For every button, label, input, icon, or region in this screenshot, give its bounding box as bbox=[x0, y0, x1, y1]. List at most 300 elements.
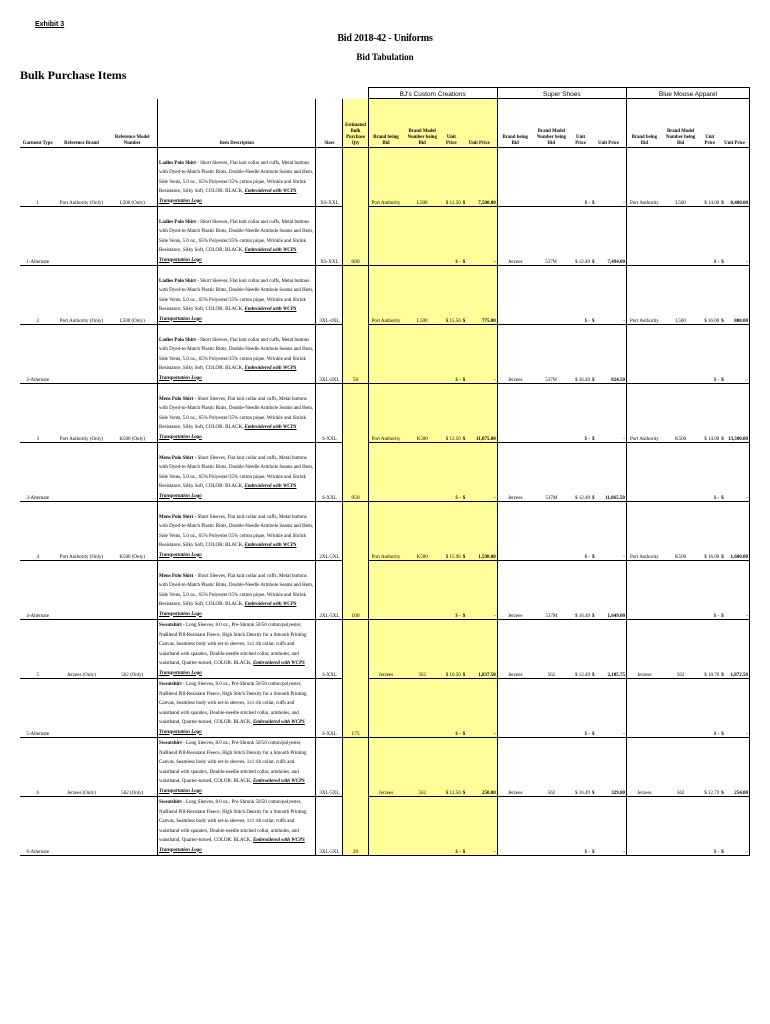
total-value: 1,872.50 bbox=[730, 673, 748, 678]
item-name: Ladies Polo Shirt bbox=[159, 337, 196, 343]
ss-brand-cell: Jerzees bbox=[497, 325, 532, 384]
col-bj-unit: Unit Price bbox=[441, 99, 462, 148]
total-value: 11,875.00 bbox=[476, 437, 496, 442]
ss-unit-price-cell: $ 12.49 bbox=[570, 443, 591, 502]
reference-brand-cell bbox=[55, 207, 107, 266]
dollar-sign: $ bbox=[591, 437, 595, 442]
bj-model-cell bbox=[403, 679, 441, 738]
bj-brand-cell: Port Authority bbox=[368, 266, 403, 325]
bj-model-cell: L500 bbox=[403, 148, 441, 207]
total-value: - bbox=[623, 437, 625, 442]
total-value: - bbox=[494, 260, 496, 265]
garment-type-cell: 2 bbox=[20, 266, 55, 325]
ss-unit-price-cell: $ 12.49 bbox=[570, 620, 591, 679]
bm-unit-price-cell: $ 12.70 bbox=[699, 738, 720, 797]
bj-total-cell bbox=[462, 325, 497, 384]
table-row bbox=[20, 384, 750, 443]
ss-brand-cell bbox=[497, 384, 532, 443]
bj-unit-price-cell: $ 15.98 bbox=[441, 502, 462, 561]
total-value: 824.50 bbox=[611, 378, 625, 383]
bm-model-cell bbox=[662, 797, 700, 856]
item-name: Mens Polo Shirt bbox=[159, 514, 194, 520]
dollar-sign: $ bbox=[462, 201, 466, 206]
garment-type-cell: 5-Alternate bbox=[20, 679, 55, 738]
bm-brand-cell: Jerzees bbox=[626, 738, 661, 797]
table-row bbox=[20, 502, 750, 561]
bm-total-cell bbox=[720, 207, 749, 266]
total-value: - bbox=[746, 378, 748, 383]
bj-total-cell bbox=[462, 266, 497, 325]
item-logo-note: Embroidered with WCPS Transportation Logo bbox=[159, 661, 305, 676]
ss-brand-cell: Jerzees bbox=[497, 207, 532, 266]
bj-model-cell: 562 bbox=[403, 620, 441, 679]
bj-unit-price-cell: $ - bbox=[441, 679, 462, 738]
item-spec-text: - Short Sleeves, Flat knit collar and cuffs, Metal buttons with Dyed-to-Match Plastic Rims, Double-Needle Armhole Seams and Hem, Side Vents, 5.0 oz., 65% Polyester/35% cotton pique, Wrinkle and Shrink Resistance, Silky Soft, COLOR: BLACK, bbox=[159, 337, 314, 371]
item-spec-text: - Short Sleeves, Flat knit collar and cuffs, Metal buttons with Dyed-to-Match Plastic Rims, Double-Needle Armhole Seams and Hem, Side Vents, 5.0 oz., 65% Polyester/35% cotton pique, Wrinkle and Shrink Resistance, Silky Soft, COLOR: BLACK, bbox=[159, 219, 314, 253]
item-description-cell bbox=[158, 384, 316, 443]
item-description-cell bbox=[158, 148, 316, 207]
total-value: 8,400.00 bbox=[730, 201, 748, 206]
bm-total-cell bbox=[720, 561, 749, 620]
sizes-cell: 2XL-5XL bbox=[316, 502, 343, 561]
table-body bbox=[20, 148, 750, 856]
bm-total-cell bbox=[720, 738, 749, 797]
garment-type-cell: 6 bbox=[20, 738, 55, 797]
bj-unit-price-cell: $ 15.50 bbox=[441, 266, 462, 325]
ss-total-cell bbox=[591, 502, 626, 561]
reference-model-cell: K500 (Only) bbox=[108, 502, 158, 561]
ss-model-cell bbox=[533, 679, 571, 738]
ss-model-cell bbox=[533, 384, 571, 443]
item-spec-text: - Long Sleeves, 8.0 oz., Pre-Shrunk 50/50 cotton/polyester, NuBlend Pill-Resistant Fleece, High Stitch Density for a Smooth Printing Canvas, Seamless body with set-in sleeves, 1x1 rib collar, cuffs and waistband with spandex, Double-needle stitched collar, armholes, and waistband, Quarter-turned, COLOR: BLACK, bbox=[159, 741, 307, 784]
sizes-cell: S-XXL bbox=[316, 620, 343, 679]
dollar-sign: $ bbox=[462, 319, 466, 324]
item-spec-text: - Short Sleeves, Flat knit collar and cuffs, Metal buttons with Dyed-to-Match Plastic Rims, Double-Needle Armhole Seams and Hem, Side Vents, 5.0 oz., 65% Polyester/35% cotton pique, Wrinkle and Shrink Resistance, Silky Soft, COLOR: BLACK, bbox=[159, 455, 314, 489]
total-value: 254.00 bbox=[734, 791, 748, 796]
bj-total-cell bbox=[462, 443, 497, 502]
col-ss-total: Unit Price bbox=[591, 99, 626, 148]
bj-unit-price-cell: $ - bbox=[441, 561, 462, 620]
bj-model-cell: K500 bbox=[403, 502, 441, 561]
bm-total-cell bbox=[720, 384, 749, 443]
total-value: 1,837.50 bbox=[478, 673, 496, 678]
ss-unit-price-cell: $ - bbox=[570, 797, 591, 856]
ss-brand-cell: Jerzees bbox=[497, 620, 532, 679]
table-row bbox=[20, 207, 750, 266]
garment-type-cell: 1-Alternate bbox=[20, 207, 55, 266]
bj-brand-cell: Port Authority bbox=[368, 148, 403, 207]
ss-total-cell bbox=[591, 325, 626, 384]
item-name: Mens Polo Shirt bbox=[159, 573, 194, 579]
dollar-sign: $ bbox=[591, 260, 595, 265]
ss-brand-cell bbox=[497, 797, 532, 856]
vendor-bjs: BJ's Custom Creations bbox=[368, 88, 497, 99]
dollar-sign: $ bbox=[591, 850, 595, 855]
total-value: 13,300.00 bbox=[728, 437, 748, 442]
bj-model-cell bbox=[403, 325, 441, 384]
item-logo-note: Embroidered with WCPS Transportation Logo bbox=[159, 425, 297, 440]
bm-model-cell bbox=[662, 561, 700, 620]
estimated-qty-cell: 950 bbox=[343, 384, 368, 502]
reference-brand-cell bbox=[55, 325, 107, 384]
total-value: - bbox=[623, 319, 625, 324]
dollar-sign: $ bbox=[462, 614, 466, 619]
dollar-sign: $ bbox=[591, 319, 595, 324]
table-row bbox=[20, 561, 750, 620]
total-value: - bbox=[746, 496, 748, 501]
ss-unit-price-cell: $ - bbox=[570, 502, 591, 561]
bm-total-cell bbox=[720, 325, 749, 384]
dollar-sign: $ bbox=[462, 791, 466, 796]
item-logo-note: Embroidered with WCPS Transportation Logo bbox=[159, 307, 297, 322]
item-name: Sweatshirt bbox=[159, 800, 182, 805]
dollar-sign: $ bbox=[591, 732, 595, 737]
item-spec-text: - Long Sleeves, 8.0 oz., Pre-Shrunk 50/50 cotton/polyester, NuBlend Pill-Resistant Fleece, High Stitch Density for a Smooth Printing Canvas, Seamless body with set-in sleeves, 1x1 rib collar, cuffs and waistband with spandex, Double-needle stitched collar, armholes, and waistband, Quarter-turned, COLOR: BLACK, bbox=[159, 800, 307, 843]
dollar-sign: $ bbox=[721, 614, 724, 619]
bj-brand-cell: Jerzees bbox=[368, 620, 403, 679]
exhibit-label: Exhibit 3 bbox=[35, 21, 65, 28]
reference-brand-cell: Port Authority (Only) bbox=[55, 502, 107, 561]
ss-model-cell: 537W bbox=[533, 207, 571, 266]
bj-unit-price-cell: $ 12.50 bbox=[441, 384, 462, 443]
ss-total-cell bbox=[591, 738, 626, 797]
sizes-cell: 2XL-5XL bbox=[316, 561, 343, 620]
total-value: 1,600.00 bbox=[730, 555, 748, 560]
col-bm-brand: Brand being Bid bbox=[626, 99, 661, 148]
ss-total-cell bbox=[591, 207, 626, 266]
reference-model-cell: K500 (Only) bbox=[108, 384, 158, 443]
bj-brand-cell bbox=[368, 207, 403, 266]
ss-model-cell: 562 bbox=[533, 738, 571, 797]
total-value: - bbox=[623, 555, 625, 560]
bj-unit-price-cell: $ 12.50 bbox=[441, 738, 462, 797]
col-bj-brand: Brand being Bid bbox=[368, 99, 403, 148]
reference-brand-cell: Port Authority (Only) bbox=[55, 266, 107, 325]
item-name: Ladies Polo Shirt bbox=[159, 160, 196, 166]
item-logo-note: Embroidered with WCPS Transportation Logo bbox=[159, 248, 297, 263]
bj-unit-price-cell: $ - bbox=[441, 325, 462, 384]
sizes-cell: 3XL-5XL bbox=[316, 797, 343, 856]
bm-model-cell: L500 bbox=[662, 266, 700, 325]
ss-total-cell bbox=[591, 384, 626, 443]
total-value: - bbox=[746, 614, 748, 619]
total-value: - bbox=[494, 732, 496, 737]
dollar-sign: $ bbox=[591, 791, 595, 796]
item-name: Sweatshirt bbox=[159, 682, 182, 687]
reference-brand-cell: Jerzees (Only) bbox=[55, 620, 107, 679]
reference-model-cell bbox=[108, 679, 158, 738]
reference-brand-cell: Port Authority (Only) bbox=[55, 384, 107, 443]
bm-model-cell: L500 bbox=[662, 148, 700, 207]
item-name: Mens Polo Shirt bbox=[159, 396, 194, 402]
dollar-sign: $ bbox=[462, 555, 466, 560]
bj-unit-price-cell: $ - bbox=[441, 207, 462, 266]
reference-model-cell: 562 (Only) bbox=[108, 620, 158, 679]
ss-unit-price-cell: $ 16.49 bbox=[570, 561, 591, 620]
ss-brand-cell bbox=[497, 502, 532, 561]
bm-total-cell bbox=[720, 266, 749, 325]
estimated-qty-cell: 50 bbox=[343, 266, 368, 384]
ss-brand-cell bbox=[497, 266, 532, 325]
item-description-cell bbox=[158, 620, 316, 679]
total-value: 250.00 bbox=[481, 791, 496, 796]
bm-brand-cell: Port Authority bbox=[626, 148, 661, 207]
ss-unit-price-cell: $ - bbox=[570, 384, 591, 443]
bm-model-cell: 562 bbox=[662, 620, 700, 679]
bj-total-cell bbox=[462, 148, 497, 207]
bm-unit-price-cell: $ 14.00 bbox=[699, 148, 720, 207]
bm-model-cell: K500 bbox=[662, 502, 700, 561]
item-name: Mens Polo Shirt bbox=[159, 455, 194, 461]
ss-unit-price-cell: $ - bbox=[570, 148, 591, 207]
reference-model-cell bbox=[108, 797, 158, 856]
vendor-super-shoes: Super Shoes bbox=[497, 88, 626, 99]
dollar-sign: $ bbox=[721, 732, 724, 737]
bm-brand-cell: Jerzees bbox=[626, 620, 661, 679]
bm-unit-price-cell: $ - bbox=[699, 797, 720, 856]
bj-model-cell: 562 bbox=[403, 738, 441, 797]
table-row bbox=[20, 797, 750, 856]
col-item-description: Item Description bbox=[158, 99, 316, 148]
reference-model-cell bbox=[108, 325, 158, 384]
reference-brand-cell bbox=[55, 561, 107, 620]
col-reference-brand: Reference Brand bbox=[55, 99, 107, 148]
ss-brand-cell: Jerzees bbox=[497, 738, 532, 797]
bm-model-cell: K500 bbox=[662, 384, 700, 443]
total-value: 1,598.00 bbox=[478, 555, 496, 560]
table-row bbox=[20, 325, 750, 384]
sizes-cell: 3XL-4XL bbox=[316, 325, 343, 384]
item-description-cell bbox=[158, 561, 316, 620]
ss-model-cell: 537M bbox=[533, 561, 571, 620]
bj-brand-cell: Jerzees bbox=[368, 738, 403, 797]
item-logo-note: Embroidered with WCPS Transportation Logo bbox=[159, 484, 297, 499]
table-row bbox=[20, 679, 750, 738]
bid-tabulation-table bbox=[20, 87, 750, 856]
ss-brand-cell bbox=[497, 679, 532, 738]
ss-total-cell bbox=[591, 561, 626, 620]
estimated-qty-cell: 175 bbox=[343, 620, 368, 738]
total-value: - bbox=[494, 496, 496, 501]
vendor-blue-moose: Blue Moose Apparel bbox=[626, 88, 749, 99]
estimated-qty-cell: 20 bbox=[343, 738, 368, 856]
bm-unit-price-cell: $ - bbox=[699, 561, 720, 620]
bj-total-cell bbox=[462, 384, 497, 443]
col-bj-model: Brand Model Number being Bid bbox=[403, 99, 441, 148]
bj-model-cell bbox=[403, 207, 441, 266]
item-logo-note: Embroidered with WCPS Transportation Logo bbox=[159, 720, 305, 735]
reference-brand-cell: Jerzees (Only) bbox=[55, 738, 107, 797]
bj-brand-cell: Port Authority bbox=[368, 502, 403, 561]
reference-brand-cell bbox=[55, 797, 107, 856]
col-sizes: Sizes bbox=[316, 99, 343, 148]
ss-model-cell: 537W bbox=[533, 325, 571, 384]
ss-model-cell bbox=[533, 148, 571, 207]
section-title: Bulk Purchase Items bbox=[20, 68, 127, 82]
total-value: 7,500.00 bbox=[478, 201, 496, 206]
total-value: 11,865.50 bbox=[605, 496, 625, 501]
bm-model-cell bbox=[662, 207, 700, 266]
bm-brand-cell bbox=[626, 679, 661, 738]
dollar-sign: $ bbox=[462, 437, 466, 442]
dollar-sign: $ bbox=[462, 732, 466, 737]
dollar-sign: $ bbox=[721, 319, 724, 324]
reference-brand-cell: Port Authority (Only) bbox=[55, 148, 107, 207]
sizes-cell: XS-XXL bbox=[316, 207, 343, 266]
ss-unit-price-cell: $ 12.49 bbox=[570, 207, 591, 266]
bm-unit-price-cell: $ 10.70 bbox=[699, 620, 720, 679]
bm-total-cell bbox=[720, 620, 749, 679]
bj-model-cell: K500 bbox=[403, 384, 441, 443]
reference-brand-cell bbox=[55, 443, 107, 502]
total-value: - bbox=[746, 260, 748, 265]
item-logo-note: Embroidered with WCPS Transportation Logo bbox=[159, 602, 297, 617]
dollar-sign: $ bbox=[462, 378, 466, 383]
dollar-sign: $ bbox=[462, 496, 466, 501]
total-value: - bbox=[623, 850, 625, 855]
bj-brand-cell bbox=[368, 797, 403, 856]
item-name: Sweatshirt bbox=[159, 741, 182, 746]
item-description-cell bbox=[158, 738, 316, 797]
estimated-qty-cell: 100 bbox=[343, 502, 368, 620]
dollar-sign: $ bbox=[591, 673, 595, 678]
table-row bbox=[20, 620, 750, 679]
bj-total-cell bbox=[462, 207, 497, 266]
bm-brand-cell bbox=[626, 443, 661, 502]
garment-type-cell: 5 bbox=[20, 620, 55, 679]
table-row bbox=[20, 738, 750, 797]
dollar-sign: $ bbox=[591, 614, 595, 619]
reference-model-cell bbox=[108, 443, 158, 502]
item-spec-text: - Short Sleeves, Flat knit collar and cuffs, Metal buttons with Dyed-to-Match Plastic Rims, Double-Needle Armhole Seams and Hem, Side Vents, 5.0 oz., 65% Polyester/35% cotton pique, Wrinkle and Shrink Resistance, Silky Soft, COLOR: BLACK, bbox=[159, 514, 314, 548]
dollar-sign: $ bbox=[721, 378, 724, 383]
ss-model-cell bbox=[533, 502, 571, 561]
bm-brand-cell: Port Authority bbox=[626, 502, 661, 561]
bm-brand-cell bbox=[626, 797, 661, 856]
document-subtitle: Bid Tabulation bbox=[356, 52, 414, 62]
ss-model-cell bbox=[533, 797, 571, 856]
col-bm-unit: Unit Price bbox=[699, 99, 720, 148]
bj-brand-cell bbox=[368, 325, 403, 384]
bm-unit-price-cell: $ - bbox=[699, 443, 720, 502]
dollar-sign: $ bbox=[591, 496, 595, 501]
reference-model-cell bbox=[108, 207, 158, 266]
bj-model-cell bbox=[403, 561, 441, 620]
item-logo-note: Embroidered with WCPS Transportation Logo bbox=[159, 779, 305, 794]
bm-unit-price-cell: $ 16.00 bbox=[699, 502, 720, 561]
col-garment-type: Garment Type bbox=[20, 99, 55, 148]
dollar-sign: $ bbox=[591, 378, 595, 383]
ss-unit-price-cell: $ - bbox=[570, 679, 591, 738]
ss-total-cell bbox=[591, 679, 626, 738]
bj-total-cell bbox=[462, 738, 497, 797]
dollar-sign: $ bbox=[591, 201, 595, 206]
reference-model-cell: 562 (Only) bbox=[108, 738, 158, 797]
total-value: - bbox=[623, 201, 625, 206]
col-ss-model: Brand Model Number being Bid bbox=[533, 99, 571, 148]
garment-type-cell: 4-Alternate bbox=[20, 561, 55, 620]
bj-brand-cell bbox=[368, 443, 403, 502]
sizes-cell: 3XL-4XL bbox=[316, 266, 343, 325]
item-logo-note: Embroidered with WCPS Transportation Logo bbox=[159, 189, 297, 204]
bj-unit-price-cell: $ - bbox=[441, 443, 462, 502]
total-value: - bbox=[746, 850, 748, 855]
bm-brand-cell bbox=[626, 207, 661, 266]
total-value: - bbox=[494, 850, 496, 855]
col-bm-model: Brand Model Number being Bid bbox=[662, 99, 700, 148]
document-title: Bid 2018-42 - Uniforms bbox=[337, 33, 433, 44]
dollar-sign: $ bbox=[721, 260, 724, 265]
reference-model-cell: L500 (Only) bbox=[108, 266, 158, 325]
item-spec-text: - Short Sleeves, Flat knit collar and cuffs, Metal buttons with Dyed-to-Match Plastic Rims, Double-Needle Armhole Seams and Hem, Side Vents, 5.0 oz., 65% Polyester/35% cotton pique, Wrinkle and Shrink Resistance, Silky Soft, COLOR: BLACK, bbox=[159, 278, 314, 312]
bj-total-cell bbox=[462, 620, 497, 679]
bm-unit-price-cell: $ - bbox=[699, 325, 720, 384]
bj-unit-price-cell: $ 10.50 bbox=[441, 620, 462, 679]
total-value: - bbox=[494, 614, 496, 619]
ss-unit-price-cell: $ - bbox=[570, 266, 591, 325]
col-bj-total: Unit Price bbox=[462, 99, 497, 148]
garment-type-cell: 3-Alternate bbox=[20, 443, 55, 502]
dollar-sign: $ bbox=[591, 555, 595, 560]
table-row bbox=[20, 443, 750, 502]
ss-brand-cell: Jerzees bbox=[497, 561, 532, 620]
ss-total-cell bbox=[591, 148, 626, 207]
total-value: 1,649.00 bbox=[607, 614, 625, 619]
bj-unit-price-cell: $ - bbox=[441, 797, 462, 856]
bm-unit-price-cell: $ - bbox=[699, 207, 720, 266]
col-bm-total: Unit Price bbox=[720, 99, 749, 148]
item-spec-text: - Long Sleeves, 8.0 oz., Pre-Shrunk 50/50 cotton/polyester, NuBlend Pill-Resistant Fleece, High Stitch Density for a Smooth Printing Canvas, Seamless body with set-in sleeves, 1x1 rib collar, cuffs and waistband with spandex, Double-needle stitched collar, armholes, and waistband, Quarter-turned, COLOR: BLACK, bbox=[159, 682, 307, 725]
col-reference-model: Reference Model Number bbox=[108, 99, 158, 148]
bm-unit-price-cell: $ 16.00 bbox=[699, 266, 720, 325]
bm-total-cell bbox=[720, 679, 749, 738]
ss-brand-cell: Jerzees bbox=[497, 443, 532, 502]
ss-total-cell bbox=[591, 443, 626, 502]
item-description-cell bbox=[158, 207, 316, 266]
col-ss-unit: Unit Price bbox=[570, 99, 591, 148]
garment-type-cell: 1 bbox=[20, 148, 55, 207]
item-description-cell bbox=[158, 679, 316, 738]
reference-model-cell: L500 (Only) bbox=[108, 148, 158, 207]
garment-type-cell: 2-Alternate bbox=[20, 325, 55, 384]
item-name: Ladies Polo Shirt bbox=[159, 278, 196, 284]
bj-total-cell bbox=[462, 561, 497, 620]
ss-model-cell: 537M bbox=[533, 443, 571, 502]
bj-model-cell bbox=[403, 797, 441, 856]
estimated-qty-cell: 600 bbox=[343, 148, 368, 266]
dollar-sign: $ bbox=[721, 673, 724, 678]
dollar-sign: $ bbox=[721, 850, 724, 855]
dollar-sign: $ bbox=[721, 555, 724, 560]
bm-model-cell: 562 bbox=[662, 738, 700, 797]
bm-unit-price-cell: $ 14.00 bbox=[699, 384, 720, 443]
reference-model-cell bbox=[108, 561, 158, 620]
item-name: Sweatshirt bbox=[159, 623, 182, 628]
bj-unit-price-cell: $ 12.50 bbox=[441, 148, 462, 207]
bm-total-cell bbox=[720, 443, 749, 502]
dollar-sign: $ bbox=[462, 673, 466, 678]
item-logo-note: Embroidered with WCPS Transportation Logo bbox=[159, 543, 297, 558]
garment-type-cell: 3 bbox=[20, 384, 55, 443]
col-estimated-qty: Estimated Bulk Purchase Qty bbox=[343, 99, 368, 148]
bj-brand-cell bbox=[368, 679, 403, 738]
bm-model-cell bbox=[662, 679, 700, 738]
bj-brand-cell: Port Authority bbox=[368, 384, 403, 443]
garment-type-cell: 6-Alternate bbox=[20, 797, 55, 856]
item-logo-note: Embroidered with WCPS Transportation Logo bbox=[159, 838, 305, 853]
bj-model-cell bbox=[403, 443, 441, 502]
reference-brand-cell bbox=[55, 679, 107, 738]
